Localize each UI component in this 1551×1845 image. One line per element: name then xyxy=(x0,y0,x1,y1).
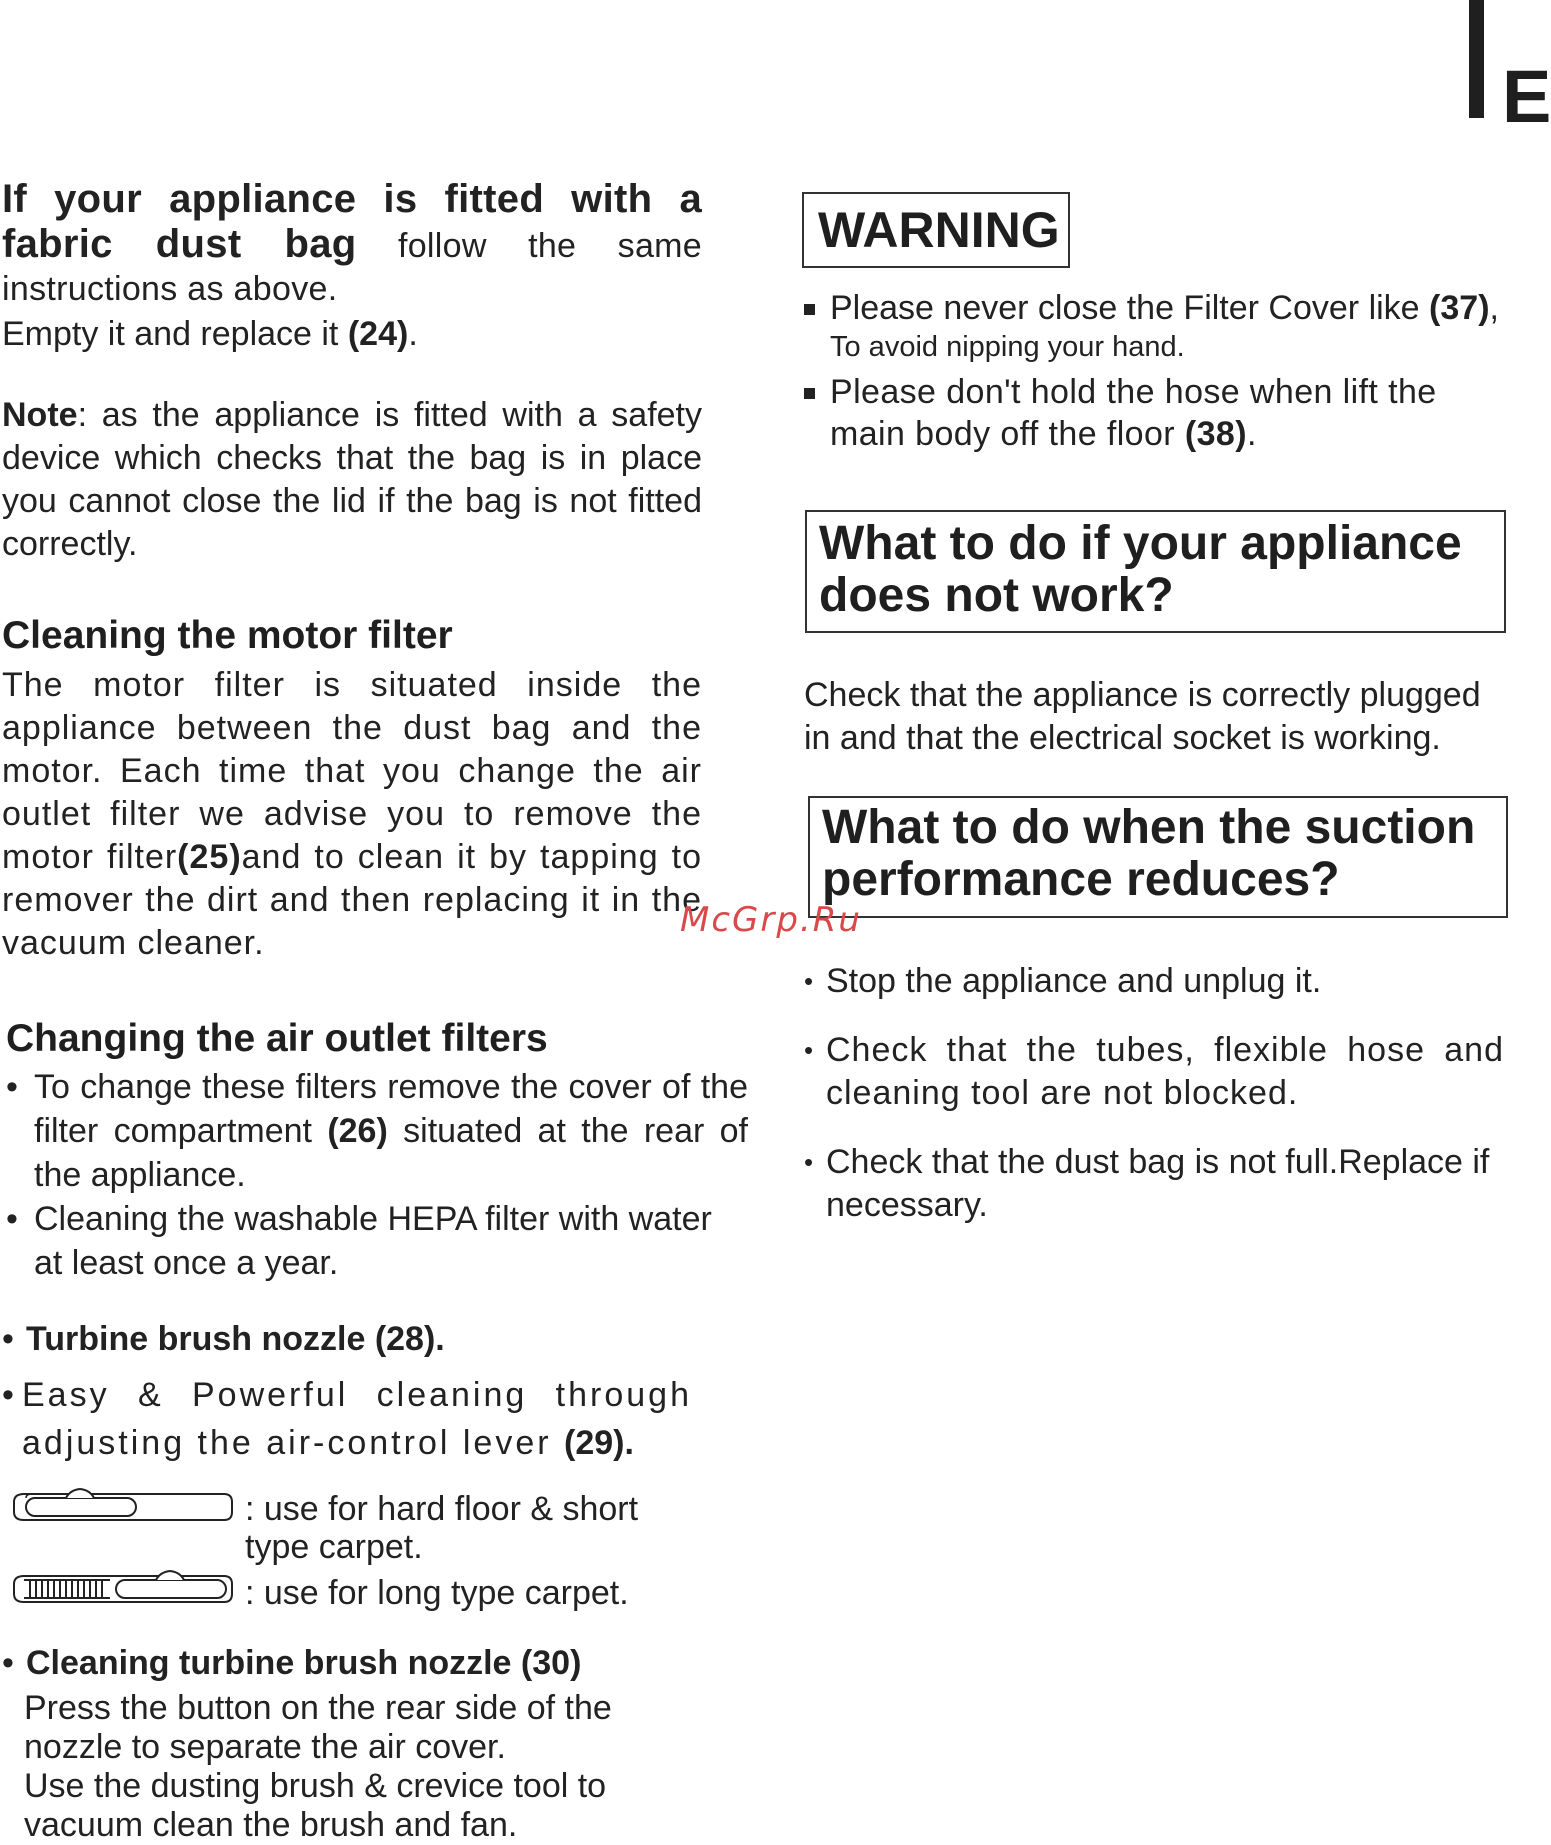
bullet-dot: • xyxy=(2,1644,14,1682)
motor-filter-heading: Cleaning the motor filter xyxy=(2,614,453,657)
suction-item-1: Stop the appliance and unplug it. xyxy=(826,962,1322,1000)
list-item xyxy=(804,371,1520,455)
motor-filter-section xyxy=(2,612,702,965)
fabric-bag-ref: (24) xyxy=(347,315,409,353)
turbine-easy-text: Easy & Powerful cleaning through adjusting the air-control lever xyxy=(22,1376,692,1462)
suction-item-2: Check that the tubes, flexible hose and cleaning tool are not blocked. xyxy=(826,1031,1504,1112)
air-outlet-section xyxy=(6,1015,748,1285)
warning-title: WARNING xyxy=(818,202,1060,258)
not-work-title: What to do if your appliance does not work? xyxy=(819,517,1462,622)
cleaning-turbine-ref: (30) xyxy=(520,1644,582,1682)
list-item xyxy=(804,960,1504,1003)
warning-list xyxy=(804,287,1544,455)
motor-filter-ref: (25) xyxy=(177,838,242,876)
lever1-description: : use for hard floor & short type carpet. xyxy=(245,1490,639,1566)
fabric-bag-lead-rest: follow the same instructions as above. xyxy=(2,227,703,308)
cleaning-turbine-p2: Use the dusting brush & crevice tool to vacuum clean the brush and fan. xyxy=(24,1767,607,1844)
suction-item-3: Check that the dust bag is not full.Replace if necessary. xyxy=(826,1143,1490,1224)
note-text: : as the appliance is fitted with a safety device which checks that the bag is in place you cannot close the lid if the bag is not fitted correctly. xyxy=(2,396,702,563)
bullet-dot: • xyxy=(804,966,814,996)
not-work-text: Check that the appliance is correctly plugged in and that the electrical socket is working. xyxy=(804,676,1481,757)
bullet-dot: • xyxy=(2,1376,14,1414)
watermark: McGrp.Ru xyxy=(680,900,862,940)
turbine-section xyxy=(2,1318,692,1467)
language-letter: E xyxy=(1502,55,1551,138)
fabric-bag-line2: Empty it and replace it xyxy=(2,315,339,353)
air-outlet-heading: Changing the air outlet filters xyxy=(6,1017,548,1060)
air-outlet-bullet1-b: situated at the rear of the appliance. xyxy=(34,1112,749,1194)
air-lever-closed-icon xyxy=(10,1488,236,1526)
warning-item1-end: , xyxy=(1489,289,1499,327)
cleaning-turbine-section xyxy=(2,1642,682,1845)
list-item xyxy=(804,287,1544,365)
air-outlet-bullet2: Cleaning the washable HEPA filter with water at least once a year. xyxy=(34,1200,712,1282)
fabric-bag-section xyxy=(2,178,702,356)
cleaning-turbine-title: Cleaning turbine brush nozzle xyxy=(26,1644,512,1682)
list-item xyxy=(6,1197,748,1285)
note-label: Note xyxy=(2,396,78,434)
turbine-title: Turbine brush nozzle (28). xyxy=(26,1320,445,1358)
fabric-bag-period: . xyxy=(408,315,418,353)
air-outlet-bullet1-ref: (26) xyxy=(327,1112,388,1150)
square-bullet-icon xyxy=(804,388,815,399)
warning-box xyxy=(802,192,1070,268)
lever2-description: : use for long type carpet. xyxy=(245,1574,629,1612)
warning-item1-sub: To avoid nipping your hand. xyxy=(830,331,1185,363)
bullet-dot: • xyxy=(6,1200,18,1238)
motor-filter-text-a: The motor filter is situated inside the appliance between the dust bag and the motor. Each time that you change the air outlet filter we advise you to remove the motor filter xyxy=(2,666,702,876)
bullet-dot: • xyxy=(804,1147,814,1177)
list-item xyxy=(804,1141,1504,1227)
warning-item2-ref: (38) xyxy=(1184,415,1247,453)
not-work-box xyxy=(805,510,1506,633)
square-bullet-icon xyxy=(804,304,815,315)
bullet-dot: • xyxy=(804,1035,815,1065)
list-item xyxy=(6,1065,748,1197)
air-lever-open-icon xyxy=(10,1570,236,1608)
fabric-bag-lead: If your appliance is fitted with a fabric dust bag xyxy=(2,177,702,266)
note-section xyxy=(2,394,702,566)
warning-item2-text: Please don't hold the hose when lift the main body off the floor xyxy=(830,373,1437,453)
warning-item1-ref: (37) xyxy=(1429,289,1490,327)
suction-title: What to do when the suction performance reduces? xyxy=(822,801,1476,906)
warning-item2-end: . xyxy=(1246,415,1257,453)
list-item xyxy=(804,1029,1504,1115)
air-outlet-bullet1-a: To change these filters remove the cover of the filter compartment xyxy=(34,1068,748,1150)
motor-filter-text-b: and to clean it by tapping to remover the dirt and then replacing it in the vacuum cleaner. xyxy=(2,838,702,962)
turbine-easy-ref: (29). xyxy=(564,1424,634,1462)
cleaning-turbine-p1: Press the button on the rear side of the nozzle to separate the air cover. xyxy=(24,1689,612,1766)
suction-list xyxy=(804,960,1504,1227)
bullet-dot: • xyxy=(6,1068,18,1106)
language-tab-bar xyxy=(1469,0,1484,118)
warning-item1-text: Please never close the Filter Cover like xyxy=(830,289,1420,327)
bullet-dot: • xyxy=(2,1320,14,1358)
suction-box xyxy=(808,796,1508,918)
